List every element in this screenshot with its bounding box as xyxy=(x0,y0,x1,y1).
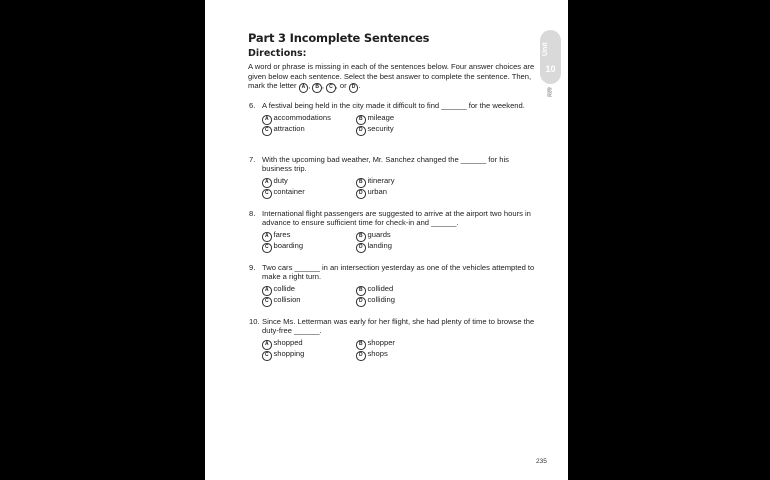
option-c[interactable] xyxy=(262,349,304,361)
option-text: collision xyxy=(273,295,301,305)
option-d[interactable] xyxy=(356,187,387,199)
directions-text xyxy=(248,62,538,93)
option-b-circle-icon: B xyxy=(356,340,366,350)
option-d[interactable] xyxy=(356,349,388,361)
option-d[interactable] xyxy=(356,124,394,136)
question-9 xyxy=(249,263,539,306)
option-text: shopped xyxy=(273,338,303,348)
unit-number: 10 xyxy=(545,64,556,74)
option-d-circle-icon: D xyxy=(356,189,366,199)
page-number: 235 xyxy=(536,458,547,465)
option-text: collided xyxy=(367,284,394,294)
option-a[interactable] xyxy=(262,113,331,125)
option-b[interactable] xyxy=(356,230,391,242)
option-c-circle-icon: C xyxy=(262,297,272,307)
option-b[interactable] xyxy=(356,284,393,296)
option-a[interactable] xyxy=(262,284,295,296)
option-text: collide xyxy=(273,284,296,294)
option-text: mileage xyxy=(367,113,395,123)
question-6 xyxy=(249,101,539,135)
option-text: guards xyxy=(367,230,391,240)
question-number: 10. xyxy=(249,317,260,326)
directions-sep-1: , xyxy=(308,81,311,91)
option-a[interactable] xyxy=(262,230,290,242)
option-text: shopper xyxy=(367,338,395,348)
option-c[interactable] xyxy=(262,187,305,199)
letter-a-circle-icon: A xyxy=(299,83,309,93)
option-text: duty xyxy=(273,176,288,186)
option-text: attraction xyxy=(273,124,305,134)
option-c[interactable] xyxy=(262,295,301,307)
option-a[interactable] xyxy=(262,176,288,188)
unit-label: Unit xyxy=(542,42,549,56)
letter-d-circle-icon: D xyxy=(349,83,359,93)
question-text: Since Ms. Letterman was early for her flight, she had plenty of time to browse the duty-free ______. xyxy=(262,317,535,336)
option-b-circle-icon: B xyxy=(356,232,366,242)
question-number: 9. xyxy=(249,263,256,272)
textbook-page xyxy=(205,0,568,480)
option-d-circle-icon: D xyxy=(356,126,366,136)
option-a-circle-icon: A xyxy=(262,232,272,242)
answer-options xyxy=(249,176,539,198)
option-c-circle-icon: C xyxy=(262,351,272,361)
option-text: itinerary xyxy=(367,176,395,186)
letter-c-circle-icon: C xyxy=(326,83,336,93)
answer-options xyxy=(249,230,539,252)
option-b-circle-icon: B xyxy=(356,115,366,125)
option-d-circle-icon: D xyxy=(356,297,366,307)
directions-sep-2: , xyxy=(321,81,325,91)
question-number: 8. xyxy=(249,209,256,218)
question-number: 7. xyxy=(249,155,256,164)
option-text: urban xyxy=(367,187,387,197)
option-b[interactable] xyxy=(356,113,394,125)
option-text: shops xyxy=(367,349,388,359)
option-text: boarding xyxy=(273,241,304,251)
option-a[interactable] xyxy=(262,338,303,350)
option-text: shopping xyxy=(273,349,305,359)
option-a-circle-icon: A xyxy=(262,178,272,188)
question-text: International flight passengers are suggested to arrive at the airport two hours in advance to ensure sufficient time for check-in and ______. xyxy=(262,209,531,228)
option-d-circle-icon: D xyxy=(356,243,366,253)
question-text: With the upcoming bad weather, Mr. Sanchez changed the ______ for his business trip. xyxy=(262,155,509,174)
question-8 xyxy=(249,209,539,252)
option-b-circle-icon: B xyxy=(356,178,366,188)
question-10 xyxy=(249,317,539,360)
option-c-circle-icon: C xyxy=(262,189,272,199)
answer-options xyxy=(249,284,539,306)
option-text: accommodations xyxy=(273,113,331,123)
question-text: A festival being held in the city made it difficult to find ______ for the weekend. xyxy=(262,101,525,110)
directions-title: Directions: xyxy=(248,48,307,59)
option-a-circle-icon: A xyxy=(262,115,272,125)
option-text: container xyxy=(273,187,305,197)
directions-end: . xyxy=(358,81,361,91)
letter-b-circle-icon: B xyxy=(312,83,322,93)
directions-sep-3: , or xyxy=(335,81,347,91)
option-b-circle-icon: B xyxy=(356,286,366,296)
option-b[interactable] xyxy=(356,176,395,188)
option-b[interactable] xyxy=(356,338,395,350)
question-text: Two cars ______ in an intersection yesterday as one of the vehicles attempted to make a right turn. xyxy=(262,263,535,282)
option-text: colliding xyxy=(367,295,395,305)
option-c-circle-icon: C xyxy=(262,243,272,253)
option-d[interactable] xyxy=(356,295,395,307)
unit-topic: 旅遊 xyxy=(546,87,552,97)
part-title: Part 3 Incomplete Sentences xyxy=(248,31,430,45)
option-c-circle-icon: C xyxy=(262,126,272,136)
question-number: 6. xyxy=(249,101,256,110)
option-c[interactable] xyxy=(262,124,305,136)
unit-tab xyxy=(540,30,561,84)
option-a-circle-icon: A xyxy=(262,286,272,296)
question-7 xyxy=(249,155,539,198)
option-c[interactable] xyxy=(262,241,303,253)
option-text: landing xyxy=(367,241,392,251)
option-text: fares xyxy=(273,230,291,240)
option-d[interactable] xyxy=(356,241,392,253)
directions-body: A word or phrase is missing in each of the sentences below. Four answer choices are given below each sentence. Select the best answer to complete the sentence. Then, mark the letter xyxy=(248,62,535,91)
option-text: security xyxy=(367,124,394,134)
answer-options xyxy=(249,338,539,360)
answer-options xyxy=(249,113,539,135)
option-d-circle-icon: D xyxy=(356,351,366,361)
option-a-circle-icon: A xyxy=(262,340,272,350)
